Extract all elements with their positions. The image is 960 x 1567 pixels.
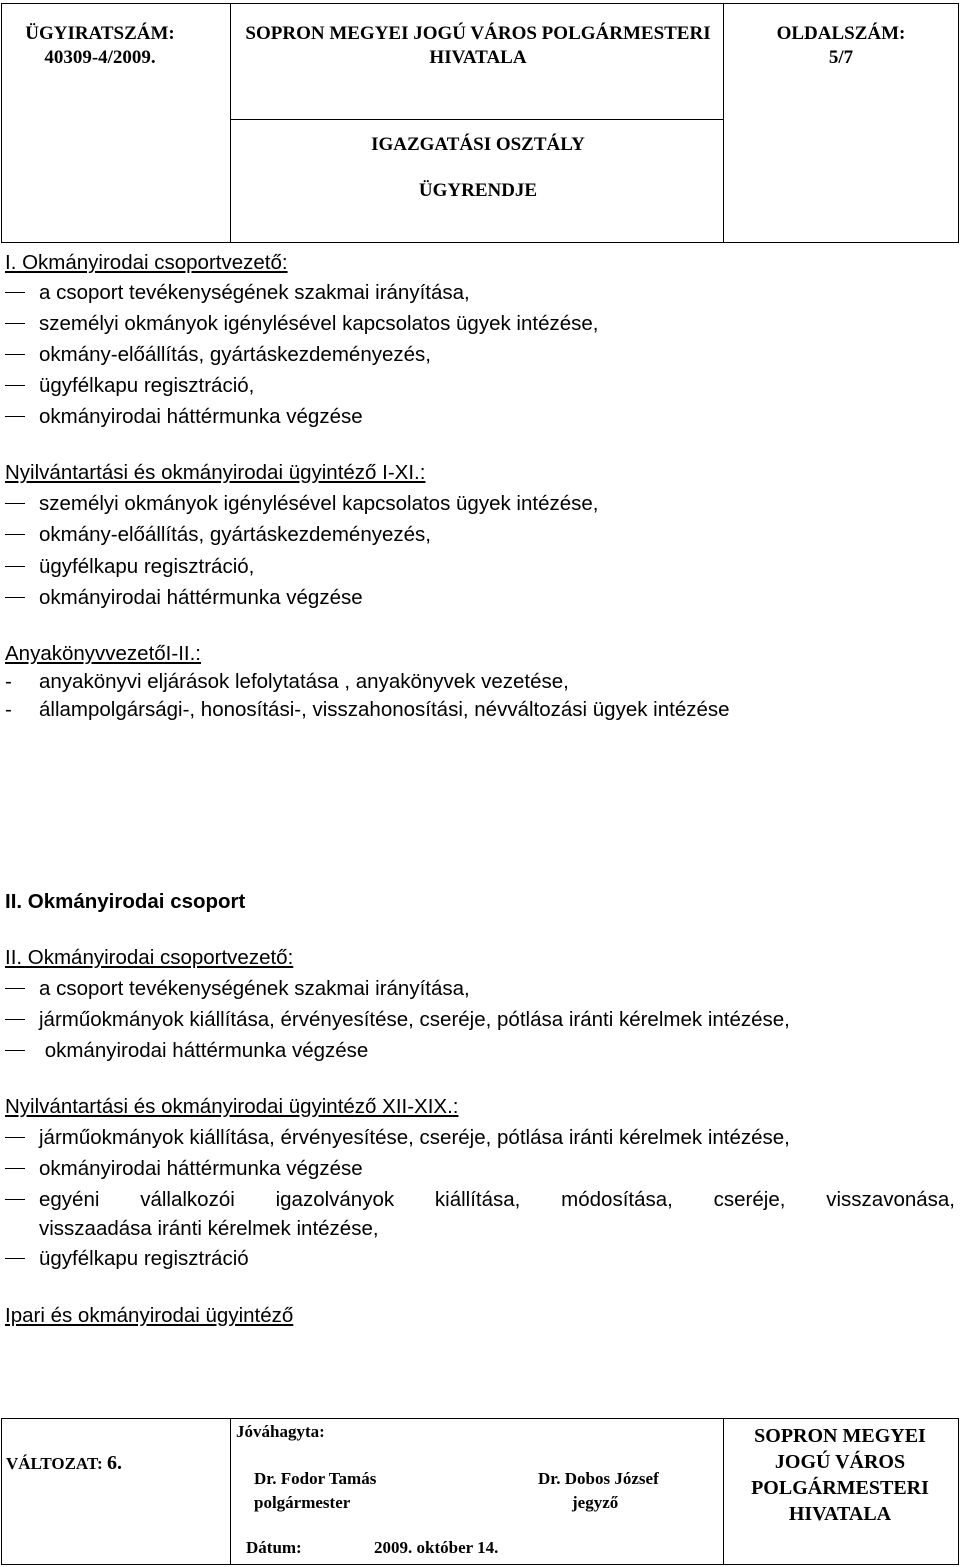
document-type: ÜGYRENDJE (418, 180, 538, 201)
list-item: okmányirodai háttérmunka végzése (5, 404, 363, 430)
dash-bullet-icon (5, 534, 25, 535)
hyphen-bullet: - (5, 670, 12, 693)
list-item: okmány-előállítás, gyártáskezdeményezés, (5, 342, 431, 368)
section-heading-clerk-1-11: Nyilvántartási és okmányirodai ügyintéző I-XI.: (5, 461, 426, 484)
notary-name: Dr. Dobos József (538, 1469, 659, 1488)
page-number-value: 5/7 (828, 47, 854, 68)
list-item: okmányirodai háttérmunka végzése (5, 585, 363, 611)
dash-bullet-icon (5, 292, 25, 293)
list-item: járműokmányok kiállítása, érvényesítése, cseréje, pótlása iránti kérelmek intézése, (5, 1007, 790, 1033)
doc-number-label: ÜGYIRATSZÁM: (25, 23, 175, 44)
list-item: okmányirodai háttérmunka végzése (5, 1038, 368, 1064)
list-item: - állampolgársági-, honosítási-, visszahonosítási, névváltozási ügyek intézése (5, 698, 730, 721)
list-item: a csoport tevékenységének szakmai irányítása, (5, 976, 470, 1002)
document-header (0, 0, 960, 245)
list-item-long-line-2: visszaadása iránti kérelmek intézése, (39, 1217, 379, 1240)
dash-bullet-icon (5, 354, 25, 355)
date-label: Dátum: (246, 1538, 302, 1557)
dash-bullet-icon (5, 1019, 25, 1020)
footer-organization: SOPRON MEGYEI JOGÚ VÁROS POLGÁRMESTERI HIVATALA (751, 1425, 929, 1525)
list-item-long-line-1: egyéni vállalkozói igazolványok kiállítása, módosítása, cseréje, visszavonása, (39, 1188, 955, 1211)
page-number-label: OLDALSZÁM: (776, 23, 906, 44)
document-footer (0, 1418, 960, 1567)
organization-block (234, 22, 722, 70)
mayor-name: Dr. Fodor Tamás (254, 1469, 377, 1488)
list-item: - anyakönyvi eljárások lefolytatása , anyakönyvek vezetése, (5, 670, 569, 693)
section-heading-registrar: AnyakönyvvezetőI-II.: (5, 642, 201, 665)
dash-bullet-icon (5, 1050, 25, 1051)
approved-label: Jóváhagyta: (236, 1422, 325, 1441)
footer-cell-version (1, 1418, 231, 1565)
list-item: okmány-előállítás, gyártáskezdeményezés, (5, 522, 431, 548)
organization-line-1: SOPRON MEGYEI JOGÚ VÁROS POLGÁRMESTERI (245, 23, 711, 44)
dash-bullet-icon (5, 1137, 25, 1138)
doc-number-block (0, 22, 200, 70)
version-label: VÁLTOZAT: (6, 1454, 103, 1473)
list-item: ügyfélkapu regisztráció, (5, 554, 254, 580)
organization-line-2: HIVATALA (429, 47, 527, 68)
list-item: személyi okmányok igénylésével kapcsolatos ügyek intézése, (5, 491, 598, 517)
list-item: ügyfélkapu regisztráció (5, 1246, 249, 1272)
department-name: IGAZGATÁSI OSZTÁLY (371, 134, 585, 155)
dash-bullet-icon (5, 503, 25, 504)
section-heading-group-leader-1: I. Okmányirodai csoportvezető: (5, 251, 288, 274)
list-item (5, 1187, 39, 1213)
page-number-block (726, 22, 956, 70)
dash-bullet-icon (5, 323, 25, 324)
dash-bullet-icon (5, 566, 25, 567)
date-value: 2009. október 14. (374, 1538, 499, 1557)
dash-bullet-icon (5, 385, 25, 386)
doc-number-value: 40309-4/2009. (44, 47, 156, 68)
dash-bullet-icon (5, 1168, 25, 1169)
version-value: 6. (106, 1452, 122, 1474)
dash-bullet-icon (5, 597, 25, 598)
notary-title: jegyző (572, 1493, 619, 1512)
dash-bullet-icon (5, 1199, 25, 1200)
mayor-title: polgármester (254, 1493, 351, 1512)
version-block (6, 1452, 122, 1475)
list-item: járműokmányok kiállítása, érvényesítése, cseréje, pótlása iránti kérelmek intézése, (5, 1125, 790, 1151)
list-item: a csoport tevékenységének szakmai irányítása, (5, 280, 470, 306)
group-title: II. Okmányirodai csoport (5, 890, 246, 913)
list-item: ügyfélkapu regisztráció, (5, 373, 254, 399)
section-heading-industrial-clerk: Ipari és okmányirodai ügyintéző (5, 1304, 294, 1327)
section-heading-group-leader-2: II. Okmányirodai csoportvezető: (5, 946, 294, 969)
hyphen-bullet: - (5, 698, 12, 721)
dash-bullet-icon (5, 1258, 25, 1259)
list-item: okmányirodai háttérmunka végzése (5, 1156, 363, 1182)
list-item: személyi okmányok igénylésével kapcsolatos ügyek intézése, (5, 311, 598, 337)
dash-bullet-icon (5, 416, 25, 417)
dash-bullet-icon (5, 988, 25, 989)
section-heading-clerk-12-19: Nyilvántartási és okmányirodai ügyintéző XII-XIX.: (5, 1095, 459, 1118)
